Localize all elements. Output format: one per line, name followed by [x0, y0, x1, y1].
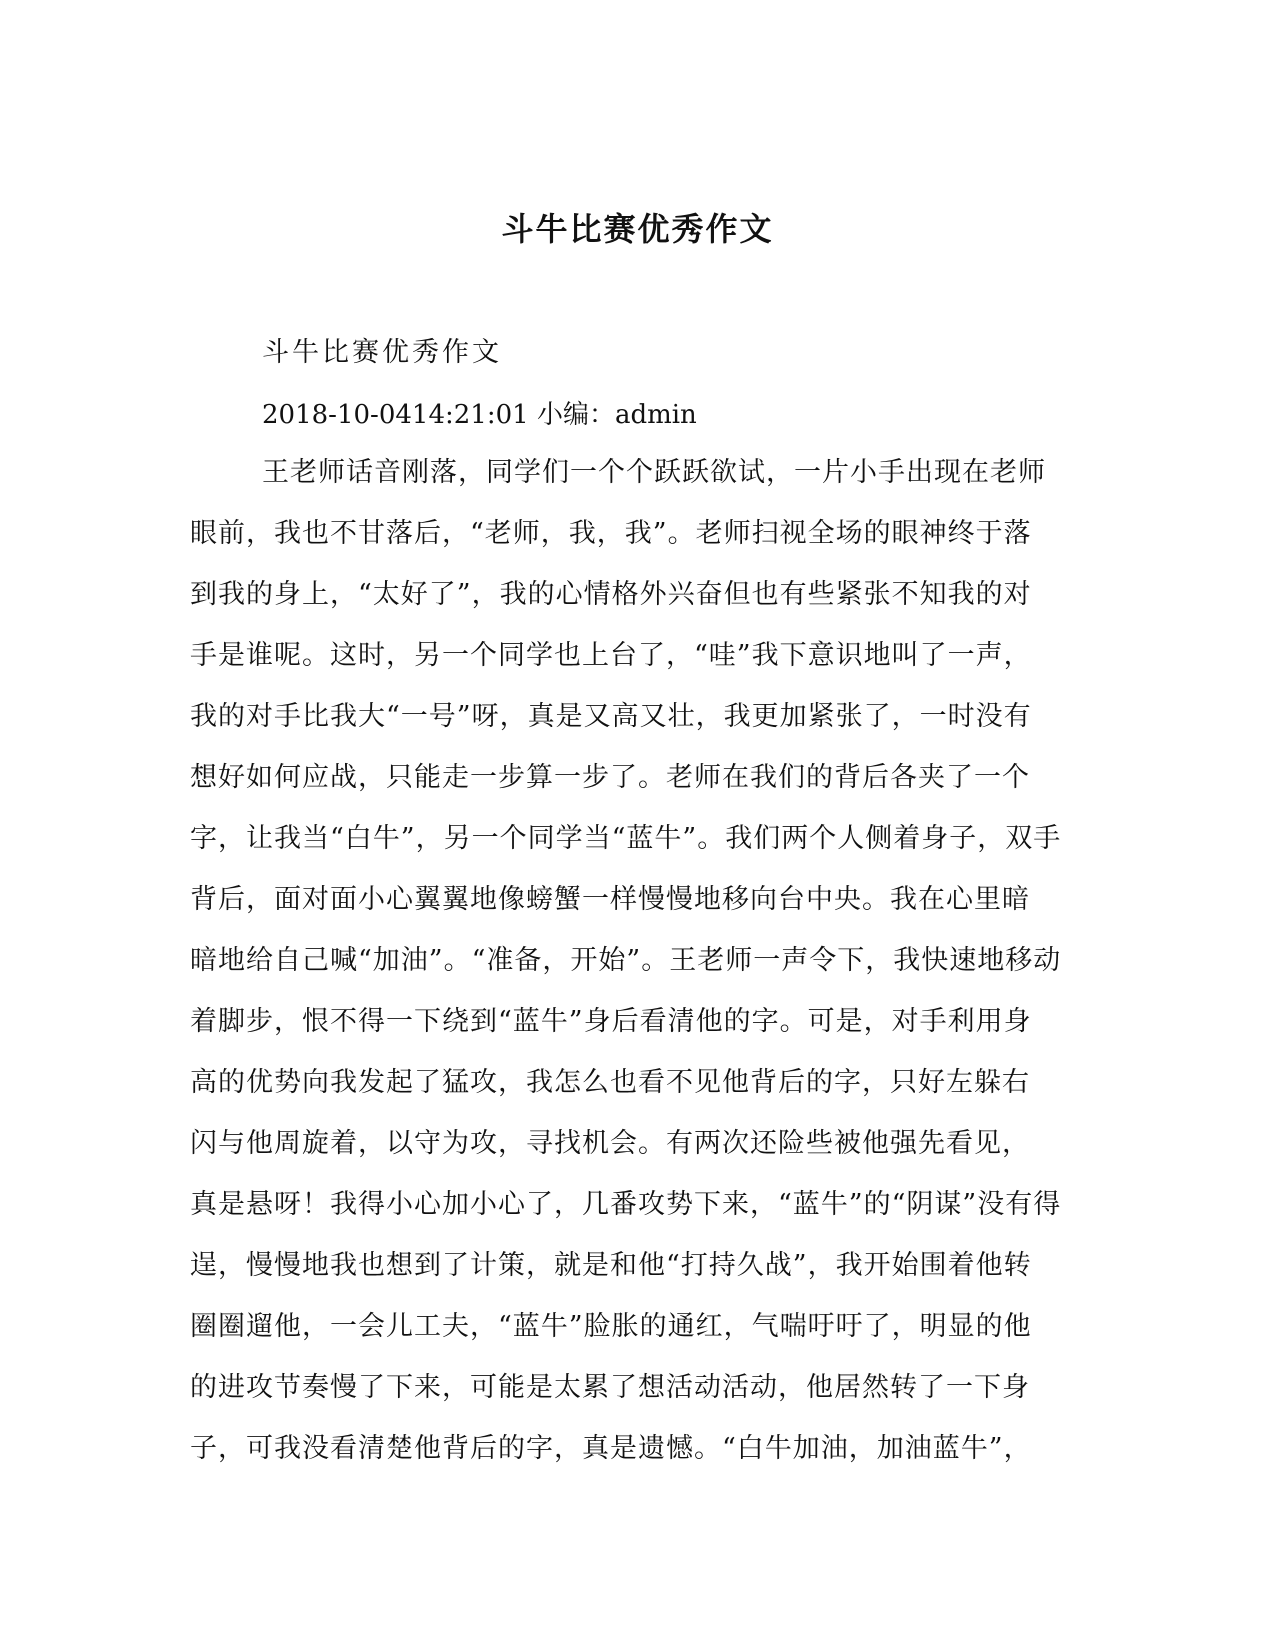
- body-line: 王老师话音刚落，同学们一个个跃跃欲试，一片小手出现在老师: [262, 457, 1046, 488]
- body-line: 我的对手比我大“一号”呀，真是又高又壮，我更加紧张了，一时没有: [190, 701, 1032, 732]
- document-title: 斗牛比赛优秀作文: [501, 210, 774, 248]
- body-line: 手是谁呢。这时，另一个同学也上台了，“哇”我下意识地叫了一声，: [190, 640, 1032, 671]
- body-line: 暗地给自己喊“加油”。“准备，开始”。王老师一声令下，我快速地移动: [190, 945, 1062, 976]
- body-line: 子，可我没看清楚他背后的字，真是遗憾。“白牛加油，加油蓝牛”，: [190, 1433, 1032, 1464]
- article-meta: 2018-10-0414:21:01 小编：admin: [262, 400, 697, 430]
- body-line: 真是悬呀！我得小心加小心了，几番攻势下来，“蓝牛”的“阴谋”没有得: [190, 1189, 1062, 1220]
- body-line: 眼前，我也不甘落后，“老师，我，我”。老师扫视全场的眼神终于落: [190, 518, 1032, 549]
- body-line: 闪与他周旋着，以守为攻，寻找机会。有两次还险些被他强先看见，: [190, 1128, 1030, 1159]
- body-line: 想好如何应战，只能走一步算一步了。老师在我们的背后各夹了一个: [190, 762, 1030, 793]
- article-body: [190, 453, 1080, 1490]
- body-line: 圈圈遛他，一会儿工夫，“蓝牛”脸胀的通红，气喘吁吁了，明显的他: [190, 1311, 1032, 1342]
- body-line: 背后，面对面小心翼翼地像螃蟹一样慢慢地移向台中央。我在心里暗: [190, 884, 1030, 915]
- body-line: 的进攻节奏慢了下来，可能是太累了想活动活动，他居然转了一下身: [190, 1372, 1030, 1403]
- body-line: 高的优势向我发起了猛攻，我怎么也看不见他背后的字，只好左躲右: [190, 1067, 1030, 1098]
- body-line: 字，让我当“白牛”，另一个同学当“蓝牛”。我们两个人侧着身子，双手: [190, 823, 1062, 854]
- body-line: 到我的身上，“太好了”，我的心情格外兴奋但也有些紧张不知我的对: [190, 579, 1032, 610]
- article-subtitle: 斗牛比赛优秀作文: [262, 337, 502, 368]
- body-line: 逞，慢慢地我也想到了计策，就是和他“打持久战”，我开始围着他转: [190, 1250, 1032, 1281]
- body-line: 着脚步，恨不得一下绕到“蓝牛”身后看清他的字。可是，对手利用身: [190, 1006, 1032, 1037]
